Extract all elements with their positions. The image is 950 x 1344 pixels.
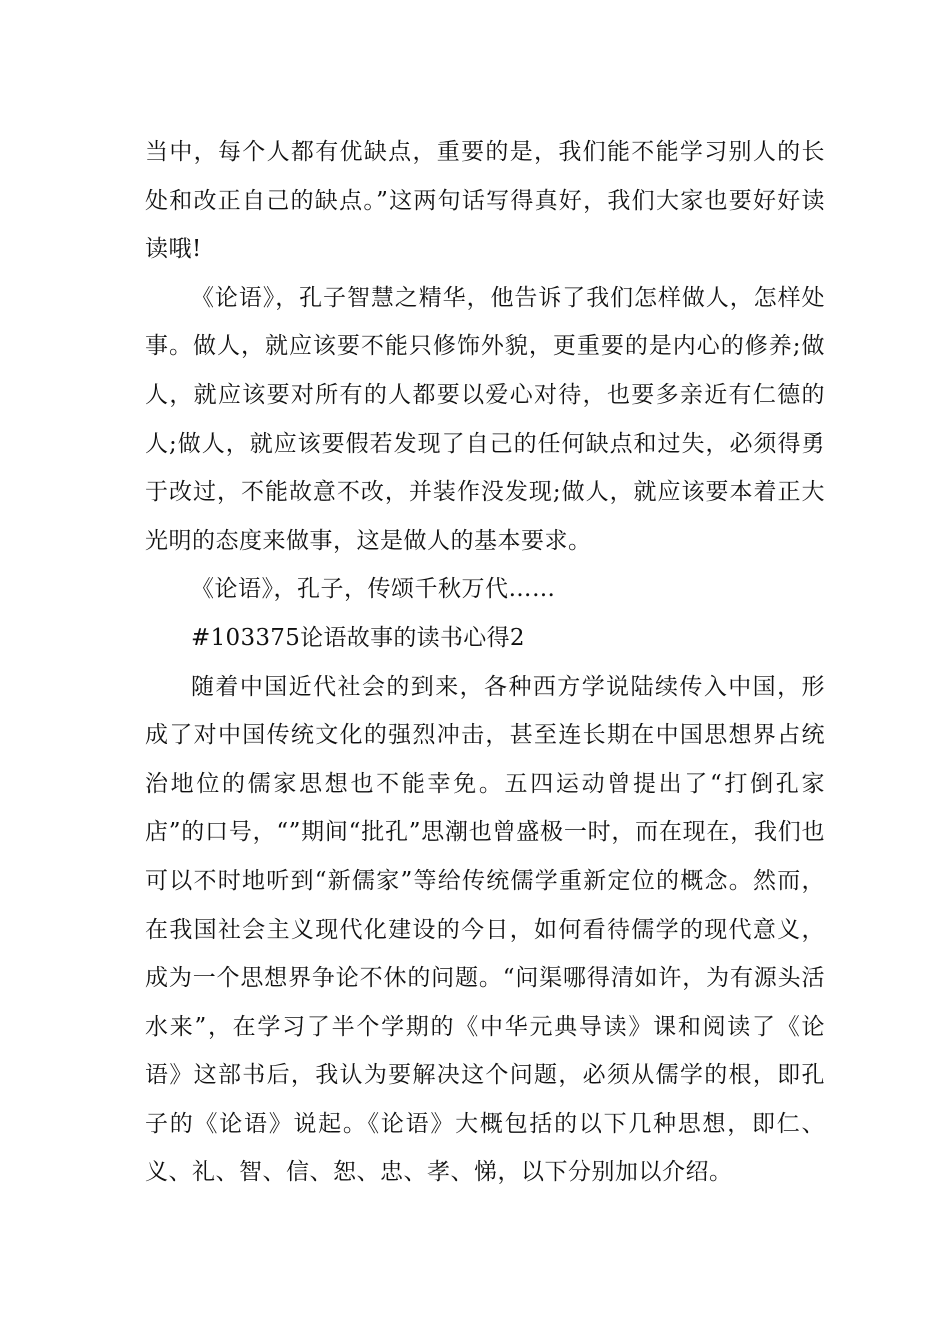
paragraph-continuation: 当中，每个人都有优缺点，重要的是，我们能不能学习别人的长处和改正自己的缺点。”这两句话写得真好，我们大家也要好好读读哦! [145, 139, 825, 263]
paragraph-lunyu-closing: 《论语》，孔子，传颂千秋万代…… [191, 576, 556, 603]
document-page [145, 128, 825, 1197]
section-heading: #103375论语故事的读书心得2 [191, 624, 525, 651]
paragraph-essay-body: 随着中国近代社会的到来，各种西方学说陆续传入中国，形成了对中国传统文化的强烈冲击，甚至连长期在中国思想界占统治地位的儒家思想也不能幸免。五四运动曾提出了“打倒孔家店”的口号，“”期间“批孔”思潮也曾盛极一时，而在现在，我们也可以不时地听到“新儒家”等给传统儒学重新定位的概念。然而，在我国社会主义现代化建设的今日，如何看待儒学的现代意义，成为一个思想界争论不休的问题。“问渠哪得清如许，为有源头活水来”，在学习了半个学期的《中华元典导读》课和阅读了《论语》这部书后，我认为要解决这个问题，必须从儒学的根，即孔子的《论语》说起。《论语》大概包括的以下几种思想，即仁、义、礼、智、信、恕、忠、孝、悌，以下分别加以介绍。 [145, 673, 825, 1186]
paragraph-lunyu-summary: 《论语》，孔子智慧之精华，他告诉了我们怎样做人，怎样处事。做人，就应该要不能只修饰外貌，更重要的是内心的修养;做人，就应该要对所有的人都要以爱心对待，也要多亲近有仁德的人;做人，就应该要假若发现了自己的任何缺点和过失，必须得勇于改过，不能故意不改，并装作没发现;做人，就应该要本着正大光明的态度来做事，这是做人的基本要求。 [145, 284, 825, 554]
